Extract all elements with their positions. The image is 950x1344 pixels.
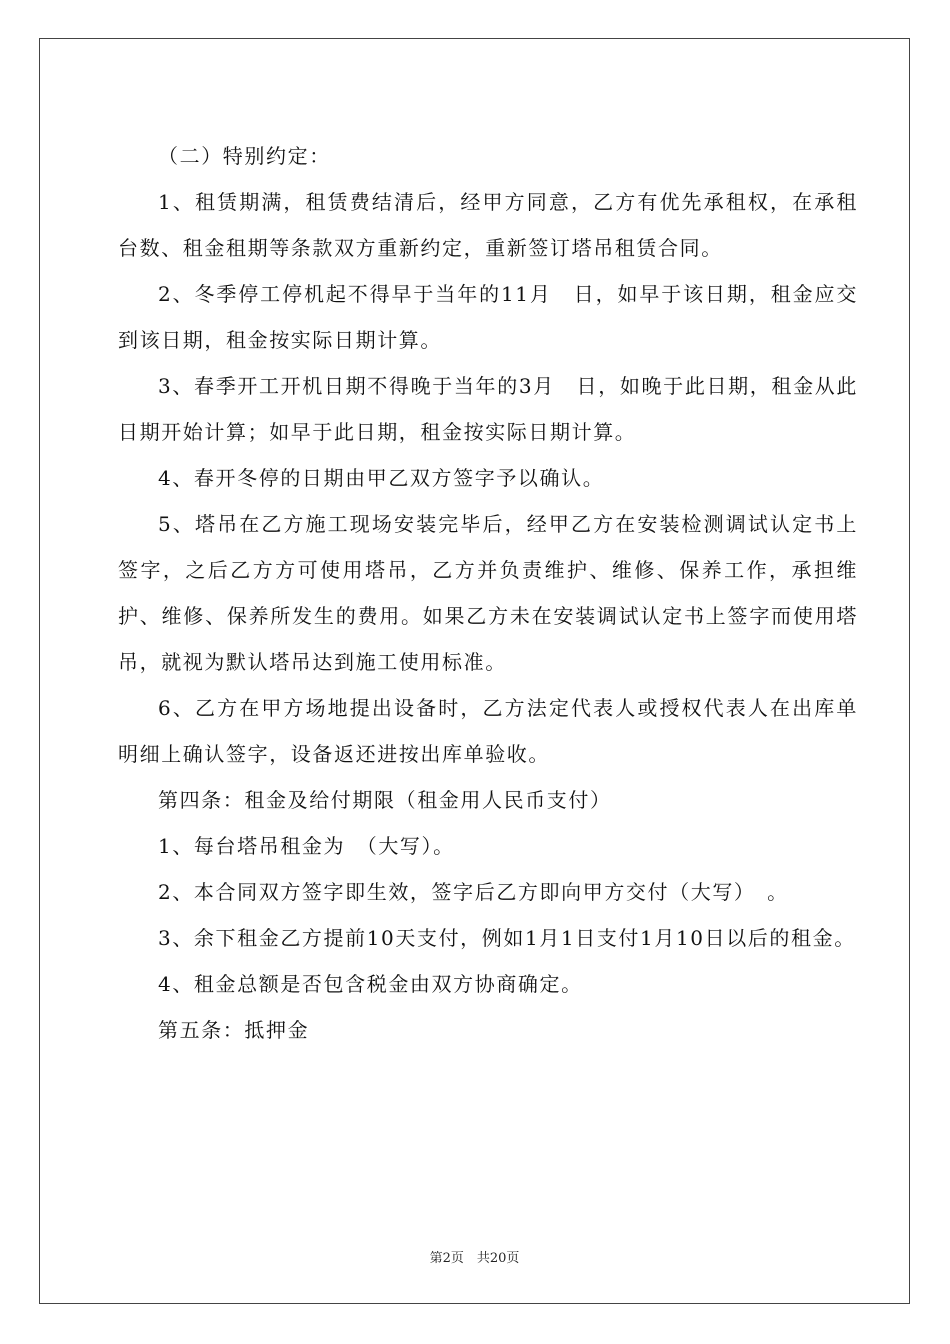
clause-5: 5、塔吊在乙方施工现场安装完毕后，经甲乙方在安装检测调试认定书上签字，之后乙方方可使用塔吊，乙方并负责维护、维修、保养工作，承担维护、维修、保养所发生的费用。如果乙方未在安装调试认定书上签字而使用塔吊，就视为默认塔吊达到施工使用标准。 xyxy=(118,512,858,674)
article-4-item-2: 2、本合同双方签字即生效，签字后乙方即向甲方交付（大写） 。 xyxy=(158,880,789,904)
clause-6: 6、乙方在甲方场地提出设备时，乙方法定代表人或授权代表人在出库单明细上确认签字，设备返还进按出库单验收。 xyxy=(118,696,858,766)
article-4-item-4: 4、租金总额是否包含税金由双方协商确定。 xyxy=(158,972,583,996)
clause-2: 2、冬季停工停机起不得早于当年的11月 日，如早于该日期，租金应交到该日期，租金按实际日期计算。 xyxy=(118,282,858,352)
article-5-heading: 第五条：抵押金 xyxy=(158,1018,310,1042)
document-page xyxy=(39,38,910,1304)
section-heading-special-terms: （二）特别约定： xyxy=(158,144,331,168)
article-4-item-1: 1、每台塔吊租金为 （大写）。 xyxy=(158,834,455,858)
article-4-item-3: 3、余下租金乙方提前10天支付，例如1月1日支付1月10日以后的租金。 xyxy=(158,926,856,950)
clause-4: 4、春开冬停的日期由甲乙双方签字予以确认。 xyxy=(158,466,605,490)
article-4-heading: 第四条：租金及给付期限（租金用人民币支付） xyxy=(158,788,612,812)
page-number-footer: 第2页 共20页 xyxy=(429,1251,520,1266)
document-body xyxy=(118,133,858,1053)
clause-3: 3、春季开工开机日期不得晚于当年的3月 日，如晚于此日期，租金从此日期开始计算；如早于此日期，租金按实际日期计算。 xyxy=(118,374,858,444)
clause-1: 1、租赁期满，租赁费结清后，经甲方同意，乙方有优先承租权，在承租台数、租金租期等条款双方重新约定，重新签订塔吊租赁合同。 xyxy=(118,190,858,260)
